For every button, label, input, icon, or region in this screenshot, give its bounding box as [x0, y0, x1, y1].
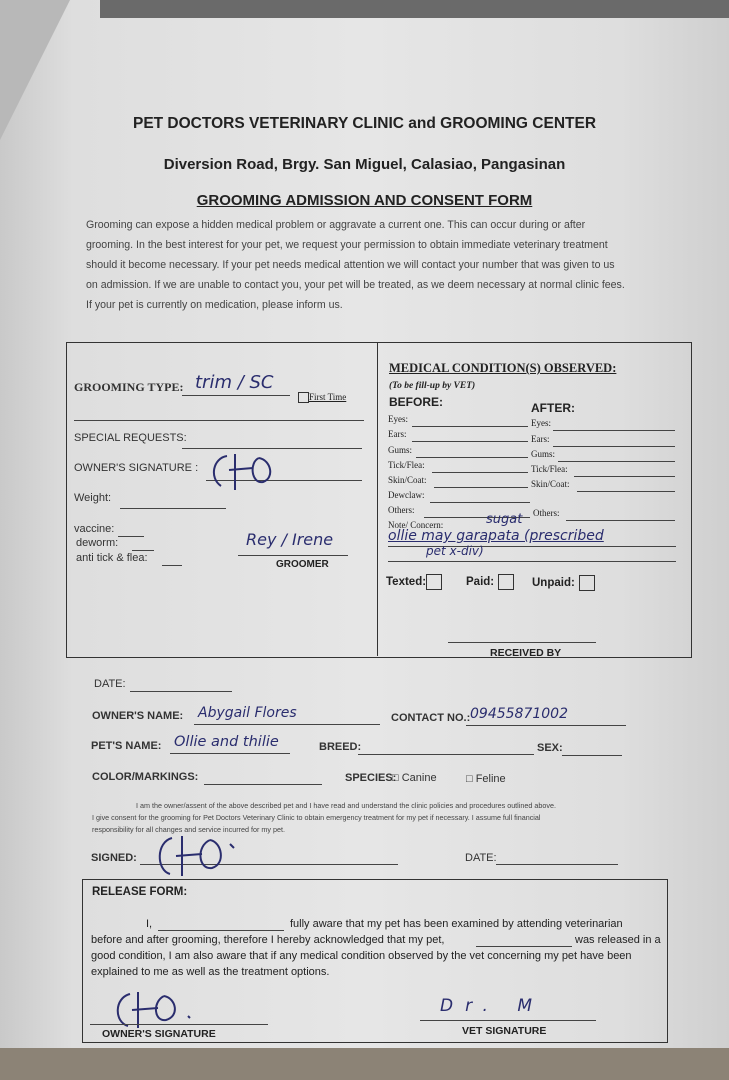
- clinic-name: PET DOCTORS VETERINARY CLINIC and GROOMING CENTER: [132, 115, 597, 132]
- special-requests-label: SPECIAL REQUESTS:: [74, 432, 187, 444]
- owner-signature-label: OWNER'S SIGNATURE :: [74, 462, 199, 474]
- note-insert[interactable]: sugat: [486, 512, 523, 527]
- before-gums: Gums:: [388, 445, 413, 455]
- medical-title: MEDICAL CONDITION(S) OBSERVED:: [389, 361, 617, 375]
- after-skincoat: Skin/Coat:: [531, 479, 570, 489]
- canine-option[interactable]: □ Canine: [392, 772, 437, 784]
- groomer-label: GROOMER: [276, 559, 329, 570]
- contact-value[interactable]: 09455871002: [470, 706, 568, 722]
- before-ears: Ears:: [388, 429, 407, 439]
- texted-label: Texted:: [386, 576, 427, 589]
- unpaid-label: Unpaid:: [532, 577, 575, 590]
- intro-line: on admission. If we are unable to contact you, your pet will be treated, as we deem necessary at normal clinic fees.: [86, 279, 625, 291]
- release-line4: explained to me as well as the treatment options.: [91, 966, 330, 978]
- grooming-type-label: GROOMING TYPE:: [74, 380, 184, 394]
- feline-option[interactable]: □ Feline: [466, 773, 506, 785]
- release-line1a: I,: [146, 918, 153, 930]
- after-tickflea: Tick/Flea:: [531, 464, 568, 474]
- pet-name-value[interactable]: Ollie and thilie: [174, 734, 279, 750]
- received-by-label: RECEIVED BY: [490, 647, 562, 659]
- after-eyes: Eyes:: [531, 418, 551, 428]
- release-line3: good condition, I am also aware that if any medical condition observed by the vet concerning my pet have been: [91, 950, 632, 962]
- date-label: DATE:: [94, 678, 126, 690]
- intro-line: Grooming can expose a hidden medical problem or aggravate a current one. This can occur during or after: [86, 219, 586, 231]
- consent-date-label: DATE:: [465, 852, 497, 864]
- owner-name-label: OWNER'S NAME:: [92, 710, 184, 722]
- contact-label: CONTACT NO.:: [391, 712, 471, 724]
- after-ears: Ears:: [531, 434, 550, 444]
- deworm-label: deworm:: [76, 537, 119, 549]
- before-skincoat: Skin/Coat:: [388, 475, 427, 485]
- before-others: Others:: [388, 505, 415, 515]
- intro-line: If your pet is currently on medication, please inform us.: [86, 299, 343, 311]
- vet-signature-label: VET SIGNATURE: [462, 1025, 547, 1037]
- signed-scribble: [150, 830, 246, 880]
- before-dewclaw: Dewclaw:: [388, 490, 425, 500]
- top-shadow: [100, 0, 729, 18]
- sex-label: SEX:: [537, 742, 563, 754]
- owner-name-value[interactable]: Abygail Flores: [198, 705, 297, 721]
- release-line2b: was released in a: [575, 934, 661, 946]
- unpaid-group: [532, 575, 595, 591]
- groomer-name[interactable]: Rey / Irene: [246, 530, 334, 549]
- release-title: RELEASE FORM:: [92, 886, 188, 898]
- paid-checkbox[interactable]: [498, 574, 514, 590]
- owner-signature-footer-label: OWNER'S SIGNATURE: [102, 1028, 216, 1040]
- unpaid-checkbox[interactable]: [579, 575, 595, 591]
- form-title: GROOMING ADMISSION AND CONSENT FORM: [196, 192, 533, 209]
- vaccine-label: vaccine:: [74, 523, 115, 535]
- paid-group: [466, 574, 514, 590]
- pet-name-label: PET'S NAME:: [91, 740, 162, 752]
- color-label: COLOR/MARKINGS:: [92, 771, 199, 783]
- intro-line: should it become necessary. If your pet needs medical attention we will contact your number that was given to us: [86, 259, 615, 271]
- before-eyes: Eyes:: [388, 414, 408, 424]
- signed-label: SIGNED:: [91, 852, 137, 864]
- after-label: AFTER:: [531, 401, 575, 415]
- intro-paragraph: [86, 215, 666, 315]
- after-gums: Gums:: [531, 449, 556, 459]
- anti-tick-label: anti tick & flea:: [76, 552, 148, 564]
- release-owner-scribble: [106, 986, 202, 1032]
- first-time-checkbox[interactable]: [298, 392, 309, 403]
- release-line1b: fully aware that my pet has been examined by attending veterinarian: [290, 918, 623, 930]
- consent-line1: I am the owner/assent of the above described pet and I have read and understand the clinic policies and procedures outlined above.: [136, 801, 556, 810]
- paid-label: Paid:: [466, 576, 495, 589]
- note-line2[interactable]: pet x-div): [426, 544, 484, 558]
- vet-signature-value: Dr. M: [440, 996, 544, 1016]
- consent-line3: responsibility for all changes and service incurred for my pet.: [92, 825, 285, 834]
- clinic-address: Diversion Road, Brgy. San Miguel, Calasiao, Pangasinan: [163, 156, 566, 173]
- before-label: BEFORE:: [389, 395, 443, 409]
- medical-subtitle: (To be fill-up by VET): [389, 381, 476, 391]
- note-label: Note/ Concern:: [388, 520, 444, 530]
- consent-line2: I give consent for the grooming for Pet Doctors Veterinary Clinic to obtain emergency treatment for my pet if necessary. I assume full financial: [92, 813, 541, 822]
- before-tickflea: Tick/Flea:: [388, 460, 425, 470]
- texted-checkbox[interactable]: [426, 574, 442, 590]
- release-line2a: before and after grooming, therefore I hereby acknowledged that my pet,: [91, 934, 445, 946]
- grooming-type-value[interactable]: trim / SC: [195, 372, 274, 393]
- table-divider: [377, 343, 378, 656]
- weight-label: Weight:: [74, 492, 112, 504]
- texted-group: [386, 574, 442, 590]
- species-label: SPECIES:: [345, 772, 397, 784]
- after-others: Others:: [533, 508, 560, 518]
- intro-line: grooming. In the best interest for your pet, we request your permission to obtain immediate veterinary treatment: [86, 239, 608, 251]
- first-time-label: First Time: [309, 392, 347, 402]
- breed-label: BREED:: [319, 741, 362, 753]
- note-line1[interactable]: ollie may garapata (prescribed: [388, 528, 604, 544]
- table-surface: [0, 1048, 729, 1080]
- owner-signature-scribble: [205, 448, 295, 498]
